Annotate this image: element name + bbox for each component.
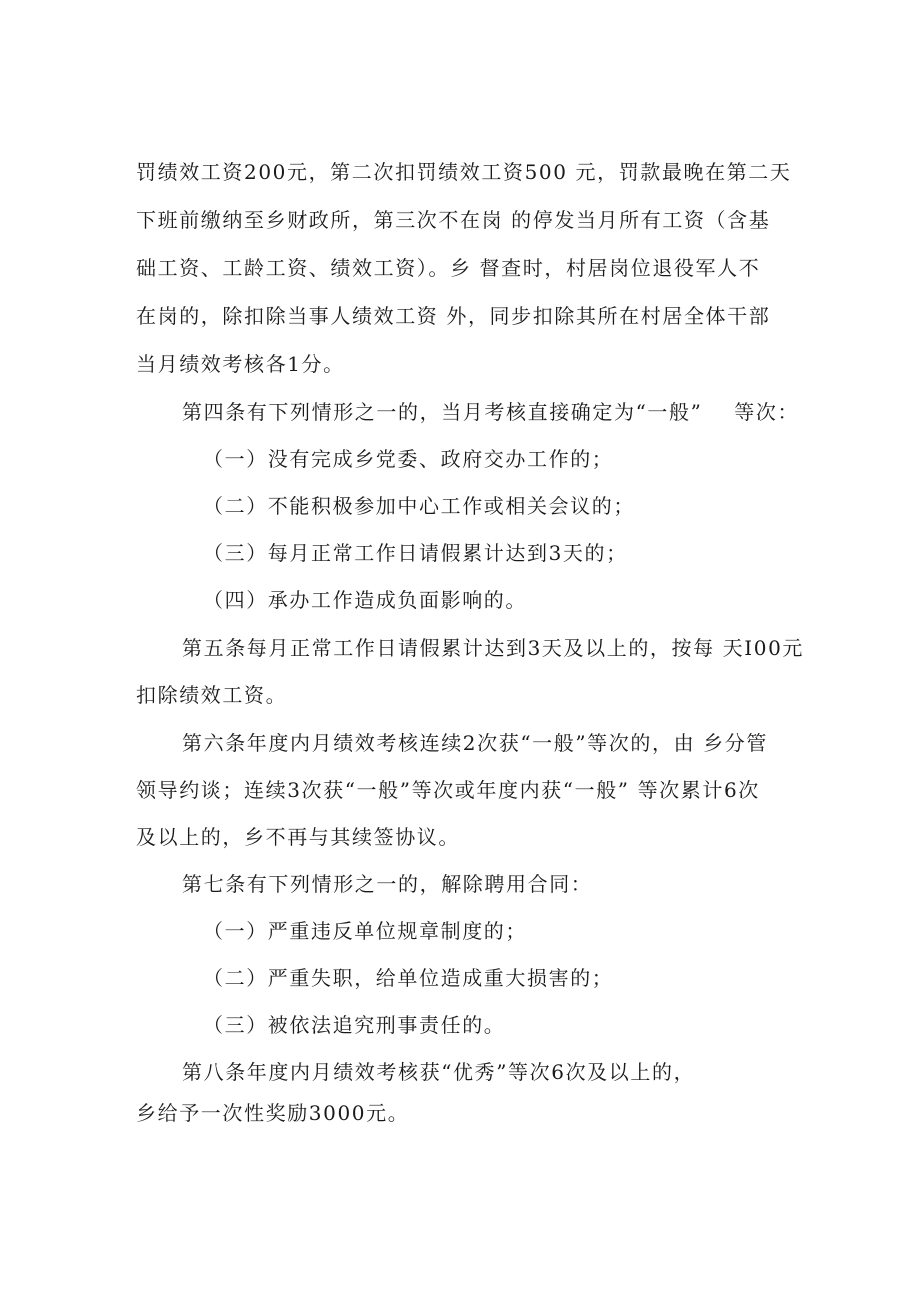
list-item: （一）没有完成乡党委、政府交办工作的； — [203, 447, 614, 471]
list-item: （二）严重失职，给单位造成重大损害的； — [203, 966, 614, 990]
text-line: 领导约谈；连续3次获“一般”等次或年度内获“一般” 等次累计6次 — [136, 778, 760, 802]
list-item: （三）被依法追究刑事责任的。 — [203, 1013, 506, 1037]
text-line: 础工资、工龄工资、绩效工资）。乡 督查时，村居岗位退役军人不 — [136, 256, 761, 280]
list-item: （四）承办工作造成负面影响的。 — [203, 588, 527, 612]
text-line: 在岗的，除扣除当事人绩效工资 外，同步扣除其所在村居全体干部 — [136, 304, 771, 328]
text-line: 罚绩效工资200元，第二次扣罚绩效工资500 元，罚款最晚在第二天 — [136, 160, 792, 184]
article-4-heading: 第四条有下列情形之一的，当月考核直接确定为“一般” 等次： — [182, 400, 800, 424]
text-line: 扣除绩效工资。 — [136, 683, 288, 707]
text-line: 下班前缴纳至乡财政所，第三次不在岗 的停发当月所有工资（含基 — [136, 208, 771, 232]
article-8-text: 第八条年度内月绩效考核获“优秀”等次6次及以上的， — [182, 1060, 696, 1084]
article-6-text: 第六条年度内月绩效考核连续2次获“一般”等次的，由 乡分管 — [182, 731, 768, 755]
list-item: （二）不能积极参加中心工作或相关会议的； — [203, 494, 635, 518]
list-item: （三）每月正常工作日请假累计达到3天的； — [203, 541, 628, 565]
text-line: 及以上的，乡不再与其续签协议。 — [136, 825, 460, 849]
list-item: （一）严重违反单位规章制度的； — [203, 919, 527, 943]
article-7-heading: 第七条有下列情形之一的，解除聘用合同： — [182, 872, 593, 896]
article-5-text: 第五条每月正常工作日请假累计达到3天及以上的，按每 天I00元 — [182, 636, 805, 660]
text-line: 当月绩效考核各1分。 — [136, 352, 345, 376]
text-line: 乡给予一次性奖励3000元。 — [136, 1101, 410, 1125]
